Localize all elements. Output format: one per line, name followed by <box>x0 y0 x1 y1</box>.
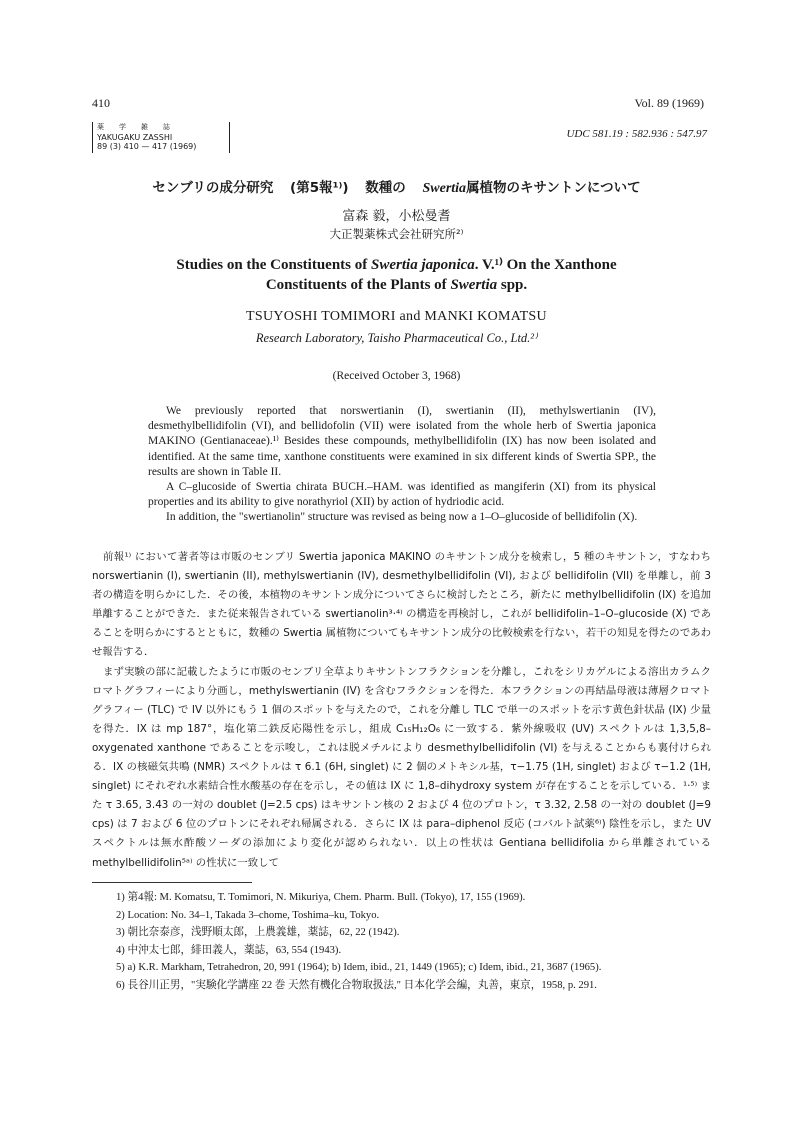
journal-kanji: 薬学雑誌 <box>97 123 185 131</box>
footnotes <box>116 889 716 994</box>
english-title-species: Swertia japonica <box>371 257 475 273</box>
footnote-4: 4) 中沖太七郎，緋田義人，薬誌，63, 554 (1943). <box>116 944 342 956</box>
footnote-2: 2) Location: No. 34–1, Takada 3–chome, Toshima–ku, Tokyo. <box>116 909 380 921</box>
japanese-title <box>0 176 793 197</box>
body-paragraph-1: 前報¹⁾ において著者等は市販のセンブリ Swertia japonica MAKINO のキサントン成分を検索し，5 種のキサントン，すなわち norswertianin (I), swertianin (II), methylswertianin (IV), desmethylbellidifolin (VI), および bellidifolin (VII) を単離し，前 3 者の構造を明らかにした．その後，本植物のキサントン成分についてさらに検討したところ，新たに methylbellidifolin (IX) を追加単離することができた．また従来報告されている swertianolin³·⁴⁾ の構造を再検討し，これが bellidifolin–1–O–glucoside (X) であることを明らかにするとともに，数種の Swertia 属植物についてもキサントン成分の比較検索を行ない，若干の知見を得たのであわせ報告する． <box>92 551 711 659</box>
english-title-part1: Studies on the Constituents of <box>176 257 368 273</box>
english-title <box>0 255 793 295</box>
volume-info: Vol. 89 (1969) <box>634 96 704 110</box>
footnote-divider <box>92 882 252 883</box>
udc-code: UDC 581.19 : 582.936 : 547.97 <box>566 128 707 140</box>
footnote-6: 6) 長谷川正男，"実験化学講座 22 巻 天然有機化合物取扱法," 日本化学会編，丸善，東京，1958, p. 291. <box>116 979 597 991</box>
footnote-1: 1) 第4報: M. Komatsu, T. Tomimori, N. Mikuriya, Chem. Pharm. Bull. (Tokyo), 17, 155 (1969). <box>116 892 526 903</box>
english-title-part2: . V.¹⁾ On the Xanthone <box>474 257 617 273</box>
english-affiliation: Research Laboratory, Taisho Pharmaceutical Co., Ltd.²⁾ <box>255 331 538 345</box>
abstract-paragraph-2: A C–glucoside of Swertia chirata BUCH.–HAM. was identified as mangiferin (XI) from its physical properties and its ability to give norathyriol (XII) by action of hydriodic acid. <box>148 481 656 509</box>
japanese-authors: 富森 毅，小松曼耆 <box>342 209 451 224</box>
main-body <box>92 548 711 873</box>
english-title-line2-part1: Constituents of the Plants of <box>265 277 447 293</box>
journal-ref: 89 (3) 410 — 417 (1969) <box>97 142 197 151</box>
japanese-title-prefix: センブリの成分研究 (第5報¹⁾) 数種の <box>152 180 406 196</box>
body-paragraph-2: まず実験の部に記載したように市販のセンブリ全草よりキサントンフラクションを分離し，これをシリカゲルによる溶出カラムクロマトグラフィーにより分画し，methylswertianin (IV) を含むフラクションを得た．本フラクションの再結晶母液は薄層クロマトグラフィー (TLC) で IV 以外にもう 1 個のスポットを与えたので，これを分離し TLC で単一のスポットを示す黄色針状晶 (IX) 少量を得た．IX は mp 187°，塩化第二鉄反応陽性を示し，組成 C₁₅H₁₂O₆ に一致する．紫外線吸収 (UV) スペクトルは 1,3,5,8–oxygenated xanthone であることを示唆し，これは脱メチルにより desmethylbellidifolin (VI) を与えることからも裏付けられる．IX の核磁気共鳴 (NMR) スペクトルは τ 6.1 (6H, singlet) に 2 個のメトキシル基，τ−1.75 (1H, singlet) および τ−1.2 (1H, singlet) にそれぞれ水素結合性水酸基の存在を示し，その値は IX に 1,8–dihydroxy system が存在することを示している．¹·⁵⁾ また τ 3.65, 3.43 の一対の doublet (J=2.5 cps) はキサントン核の 2 および 4 位のプロトン，τ 3.32, 2.58 の一対の doublet (J=9 cps) は 7 および 6 位のプロトンにそれぞれ帰属される．さらに IX は para–diphenol 反応 (コバルト試薬⁶⁾) 陰性を示し，また UV スペクトルは無水酢酸ソーダの添加により変化が認められない．以上の性状は Gentiana bellidifolia から単離されている methylbellidifolin⁵ᵃ⁾ の性状に一致して <box>92 665 711 869</box>
received-date: (Received October 3, 1968) <box>332 370 461 382</box>
english-authors: TSUYOSHI TOMIMORI and MANKI KOMATSU <box>246 309 547 324</box>
page-number: 410 <box>92 96 110 110</box>
abstract-paragraph-3: In addition, the "swertianolin" structure was revised as being now a 1–O–glucoside of bellidifolin (X). <box>166 511 638 524</box>
journal-box <box>92 122 230 153</box>
footnote-5: 5) a) K.R. Markham, Tetrahedron, 20, 991 (1964); b) Idem, ibid., 21, 1449 (1965); c) Idem, ibid., 21, 3687 (1965). <box>116 962 602 973</box>
journal-name: YAKUGAKU ZASSHI <box>97 132 173 142</box>
japanese-title-genus: Swertia <box>422 181 467 196</box>
japanese-affiliation: 大正製薬株式会社研究所²⁾ <box>329 227 464 241</box>
japanese-title-suffix: 属植物のキサントンについて <box>466 180 641 196</box>
abstract-paragraph-1: We previously reported that norswertianin (I), swertianin (II), methylswertianin (IV), desmethylbellidifolin (VI), and bellidofolin (VII) were isolated from the whole herb of Swertia japonica MAKINO (Gentianaceae).¹⁾ Besides these compounds, methylbellidifolin (IX) has now been isolated and identified. At the same time, xanthone constituents were examined in six different kinds of Swertia SPP., the results are shown in Table II. <box>148 405 656 478</box>
english-title-line2-part2: spp. <box>500 277 528 293</box>
footnote-3: 3) 朝比奈泰彦，浅野順太郎，上農義雄，薬誌，62, 22 (1942). <box>116 927 400 938</box>
english-title-genus: Swertia <box>450 277 498 293</box>
abstract <box>148 404 656 526</box>
